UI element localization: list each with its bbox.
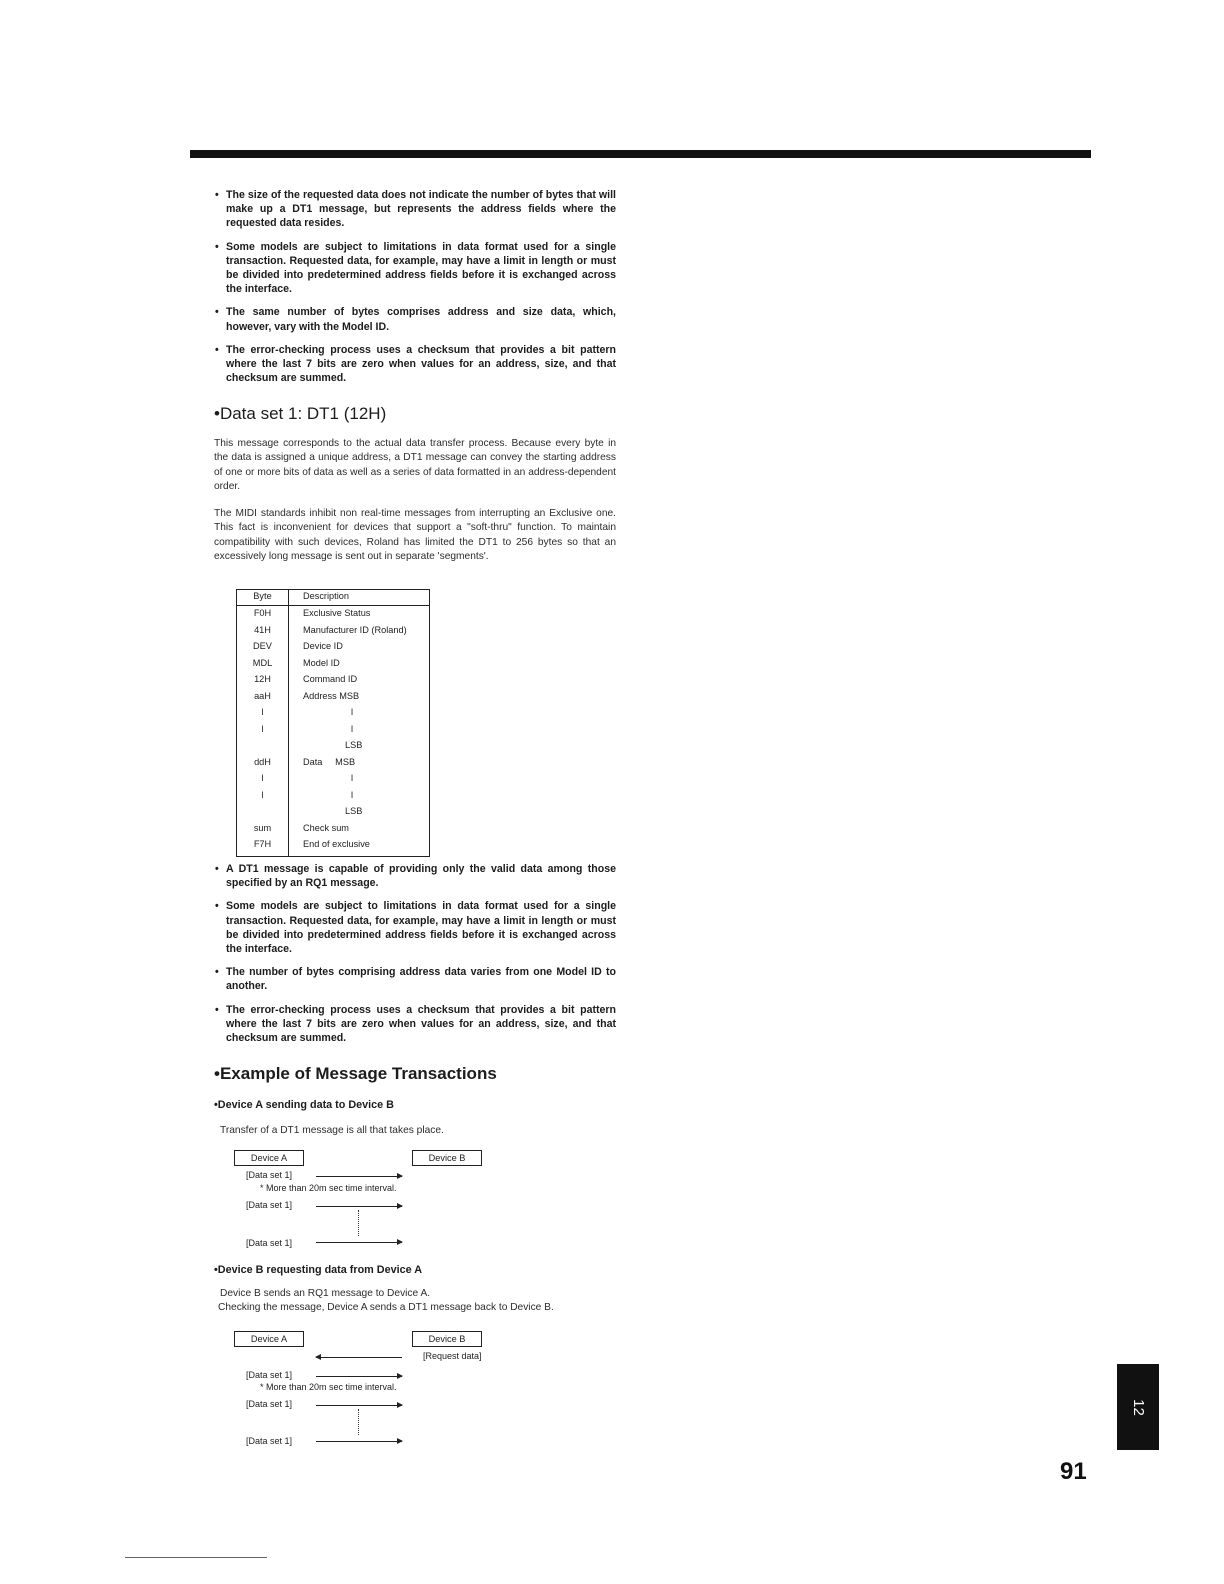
- example2-text-2: Checking the message, Device A sends a DT1 message back to Device B.: [218, 1302, 554, 1313]
- data-set-label: [Data set 1]: [246, 1436, 293, 1446]
- table-row: [237, 658, 429, 675]
- bullet-model-limits: • Some models are subject to limitations in data format used for a single transaction. Requested data, for example, may have a limit in length or must be divided into predetermined address fields before it is exchanged across the interface.: [214, 899, 616, 956]
- data-set-label: [Data set 1]: [246, 1399, 293, 1409]
- bullet-valid-data: • A DT1 message is capable of providing only the valid data among those specified by an RQ1 message.: [214, 862, 616, 890]
- continuation-dots: [358, 1409, 359, 1435]
- dt1-byte-table: [236, 589, 430, 857]
- interval-note: * More than 20m sec time interval.: [260, 1382, 397, 1392]
- table-row: [237, 773, 429, 790]
- table-row: [237, 691, 429, 708]
- table-cell-description: Model ID: [303, 657, 340, 668]
- example2-diagram: [230, 1329, 490, 1449]
- table-row: [237, 641, 429, 658]
- arrow-right: [316, 1376, 402, 1377]
- data-set-label: [Data set 1]: [246, 1200, 293, 1210]
- table-cell-byte: l: [261, 707, 264, 717]
- table-row: [237, 839, 429, 856]
- bullet-model-limits: • Some models are subject to limitations in data format used for a single transaction. Requested data, for example, may have a limit in length or must be divided into predetermined address fields before it is exchanged across the interface.: [214, 240, 616, 297]
- table-cell-description: Manufacturer ID (Roland): [303, 624, 407, 635]
- table-header-byte: Byte: [253, 591, 272, 601]
- table-cell-description: l: [351, 707, 354, 717]
- data-set-label: [Data set 1]: [246, 1170, 293, 1180]
- table-cell-byte: F0H: [253, 608, 272, 618]
- table-row: [237, 806, 429, 823]
- example2-text-1: Device B sends an RQ1 message to Device A.: [220, 1288, 431, 1299]
- dt1-paragraph-2: The MIDI standards inhibit non real-time messages from interrupting an Exclusive one. This fact is inconvenient for devices that support a "soft-thru" function. To maintain compatibility with such devices, Roland has limited the DT1 to 256 bytes so that an excessively long message is sent out in separate 'segments'.: [214, 508, 616, 562]
- device-a-box: Device A: [234, 1331, 304, 1347]
- table-cell-description: LSB: [345, 740, 363, 750]
- bottom-underline: [125, 1557, 267, 1558]
- table-row: [237, 790, 429, 807]
- bullet-checksum: • The error-checking process uses a checksum that provides a bit pattern where the last 7 bits are zero when values for an address, size, and that checksum are summed.: [214, 343, 616, 386]
- table-header-row: [237, 591, 429, 608]
- table-row: [237, 724, 429, 741]
- example1-diagram: [230, 1148, 490, 1253]
- data-set-label: [Data set 1]: [246, 1370, 293, 1380]
- table-row: [237, 674, 429, 691]
- chapter-number: 12: [1129, 1398, 1147, 1416]
- table-cell-description: Command ID: [303, 674, 358, 684]
- chapter-side-tab: [1117, 1364, 1159, 1450]
- table-cell-byte: l: [261, 723, 264, 734]
- device-b-box: Device B: [412, 1150, 482, 1166]
- table-row: [237, 608, 429, 625]
- example-heading: •Example of Message Transactions: [214, 1064, 497, 1083]
- arrow-right: [316, 1441, 402, 1442]
- bullet-checksum: • The error-checking process uses a checksum that provides a bit pattern where the last 7 bits are zero when values for an address, size, and that checksum are summed.: [214, 1003, 616, 1046]
- bullet-byte-count: • The same number of bytes comprises address and size data, which, however, vary with the Model ID.: [214, 305, 616, 333]
- table-cell-byte: l: [261, 789, 264, 800]
- table-cell-description: Exclusive Status: [303, 608, 371, 618]
- arrow-right: [316, 1405, 402, 1406]
- interval-note: * More than 20m sec time interval.: [260, 1183, 397, 1193]
- table-cell-description: l: [351, 773, 354, 783]
- table-row: [237, 823, 429, 840]
- table-cell-byte: DEV: [253, 641, 272, 651]
- top-rule: [190, 150, 1091, 158]
- example1-text: Transfer of a DT1 message is all that takes place.: [220, 1125, 444, 1136]
- table-row: [237, 740, 429, 757]
- table-cell-byte: 41H: [254, 624, 271, 635]
- data-set-label: [Data set 1]: [246, 1238, 293, 1248]
- device-b-box: Device B: [412, 1331, 482, 1347]
- table-cell-description: End of exclusive: [303, 839, 370, 849]
- request-data-label: [Request data]: [423, 1351, 482, 1361]
- table-cell-description: LSB: [345, 806, 363, 816]
- device-a-box: Device A: [234, 1150, 304, 1166]
- table-cell-byte: F7H: [253, 839, 272, 849]
- arrow-right: [316, 1206, 402, 1207]
- table-cell-description: l: [351, 789, 354, 800]
- dt1-paragraph-1: This message corresponds to the actual data transfer process. Because every byte in the data is assigned a unique address, a DT1 message can convey the starting address of one or more bits of data as well as a series of data formatted in an address-dependent order.: [214, 438, 616, 492]
- table-row: [237, 757, 429, 774]
- table-cell-byte: MDL: [252, 657, 273, 668]
- bullet-address-bytes: • The number of bytes comprising address data varies from one Model ID to another.: [214, 965, 616, 993]
- table-cell-byte: l: [261, 773, 264, 783]
- table-cell-description: Check sum: [303, 822, 349, 833]
- arrow-left: [316, 1357, 402, 1358]
- bullet-requested-size: • The size of the requested data does not indicate the number of bytes that will make up a DT1 message, but represents the address fields where the requested data resides.: [214, 188, 616, 231]
- dt1-heading: •Data set 1: DT1 (12H): [214, 404, 387, 423]
- page-number: 91: [1060, 1458, 1087, 1485]
- table-cell-byte: aaH: [254, 690, 271, 701]
- table-cell-description: l: [351, 723, 354, 734]
- table-cell-description: Device ID: [303, 641, 343, 651]
- table-header-description: Description: [303, 591, 349, 601]
- arrow-right: [316, 1176, 402, 1177]
- table-row: [237, 707, 429, 724]
- table-cell-byte: 12H: [254, 674, 271, 684]
- table-row: [237, 625, 429, 642]
- example1-subheading: •Device A sending data to Device B: [214, 1099, 394, 1111]
- example2-subheading: •Device B requesting data from Device A: [214, 1264, 422, 1276]
- continuation-dots: [358, 1210, 359, 1236]
- arrow-right: [316, 1242, 402, 1243]
- table-cell-description: Address MSB: [303, 690, 360, 701]
- table-cell-description: Data MSB: [303, 756, 356, 767]
- table-cell-byte: sum: [253, 822, 272, 833]
- section1-bullet-list: [214, 188, 616, 385]
- table-cell-byte: ddH: [254, 756, 271, 767]
- section2-bullet-list: [214, 862, 616, 1045]
